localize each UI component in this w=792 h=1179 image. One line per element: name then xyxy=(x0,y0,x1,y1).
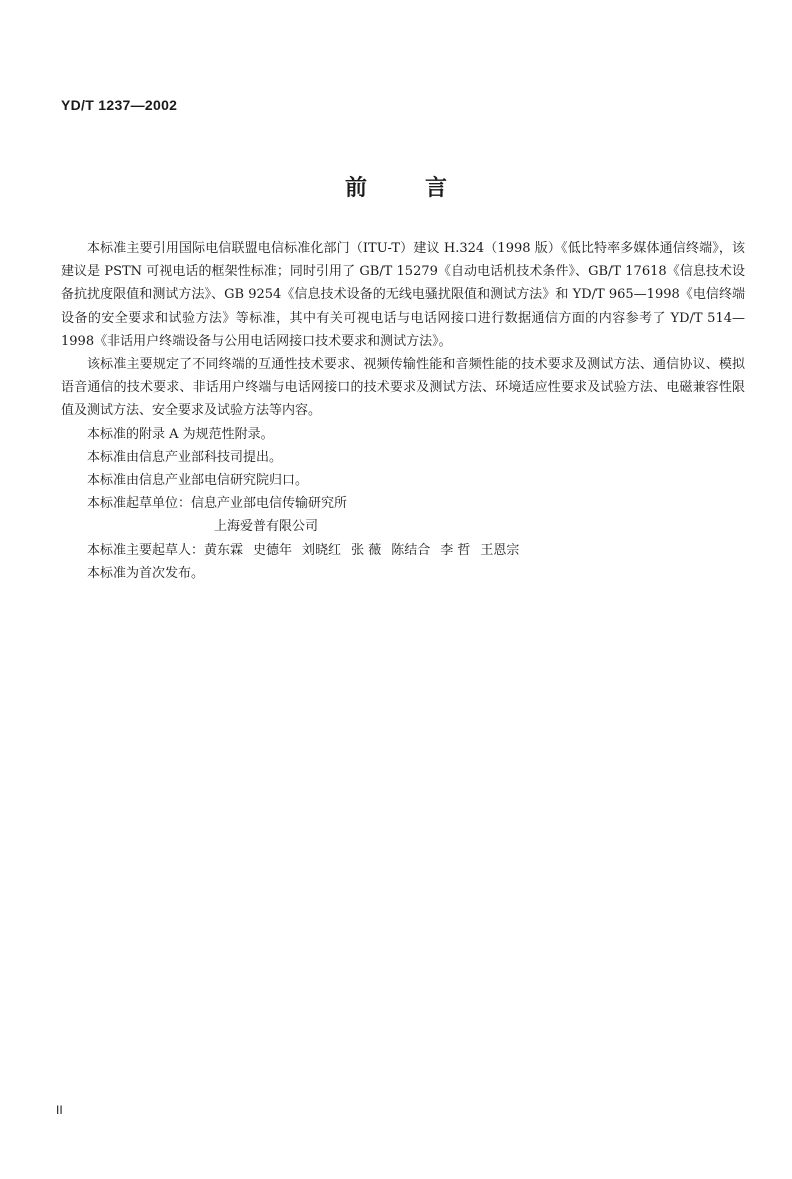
drafter-name: 黄东霖 xyxy=(204,542,244,558)
line-managed-by: 本标准由信息产业部电信研究院归口。 xyxy=(87,473,309,489)
paragraph-references: 本标准主要引用国际电信联盟电信标准化部门（ITU-T）建议 H.324（1998 版）《低比特率多媒体通信终端》，该建议是 PSTN 可视电话的框架性标准；同时引用了 GB/T 15279《自动电话机技术条件》、GB/T 17618《信息技术设备抗扰度限值和测试方法》、GB 9254《信息技术设备的无线电骚扰限值和测试方法》和 YD/T 965—1998《电信终端设备的安全要求和试验方法》等标准，其中有关可视电话与电话网接口进行数据通信方面的内容参考了 YD/T 514—1998《非话用户终端设备与公用电话网接口技术要求和测试方法》。 xyxy=(61,241,745,349)
page-title xyxy=(0,171,792,202)
line-drafting-unit-2: 上海爱普有限公司 xyxy=(214,519,319,535)
drafter-name: 陈结合 xyxy=(391,542,431,558)
standard-code-header: YD/T 1237—2002 xyxy=(61,97,178,113)
drafter-name: 王恩宗 xyxy=(480,542,520,558)
title-part-2: 言 xyxy=(425,176,448,201)
drafter-name: 史德年 xyxy=(253,542,293,558)
line-drafters xyxy=(61,539,745,562)
paragraph-scope: 该标准主要规定了不同终端的互通性技术要求、视频传输性能和音频性能的技术要求及测试方法、通信协议、模拟语音通信的技术要求、非话用户终端与电话网接口的技术要求及测试方法、环境适应性要求及试验方法、电磁兼容性限值及测试方法、安全要求及试验方法等内容。 xyxy=(61,357,745,419)
line-proposed-by: 本标准由信息产业部科技司提出。 xyxy=(87,449,283,465)
line-appendix: 本标准的附录 A 为规范性附录。 xyxy=(87,426,274,442)
drafter-name: 李 哲 xyxy=(440,542,471,558)
title-part-1: 前 xyxy=(344,176,367,201)
page-number: II xyxy=(56,1103,63,1117)
drafter-name: 刘晓红 xyxy=(302,542,342,558)
line-first-release: 本标准为首次发布。 xyxy=(87,565,205,581)
drafters-label: 本标准主要起草人： xyxy=(87,542,205,558)
line-drafting-units: 本标准起草单位：信息产业部电信传输研究所 xyxy=(87,496,348,512)
foreword-body xyxy=(61,237,745,585)
drafter-name: 张 薇 xyxy=(351,542,382,558)
